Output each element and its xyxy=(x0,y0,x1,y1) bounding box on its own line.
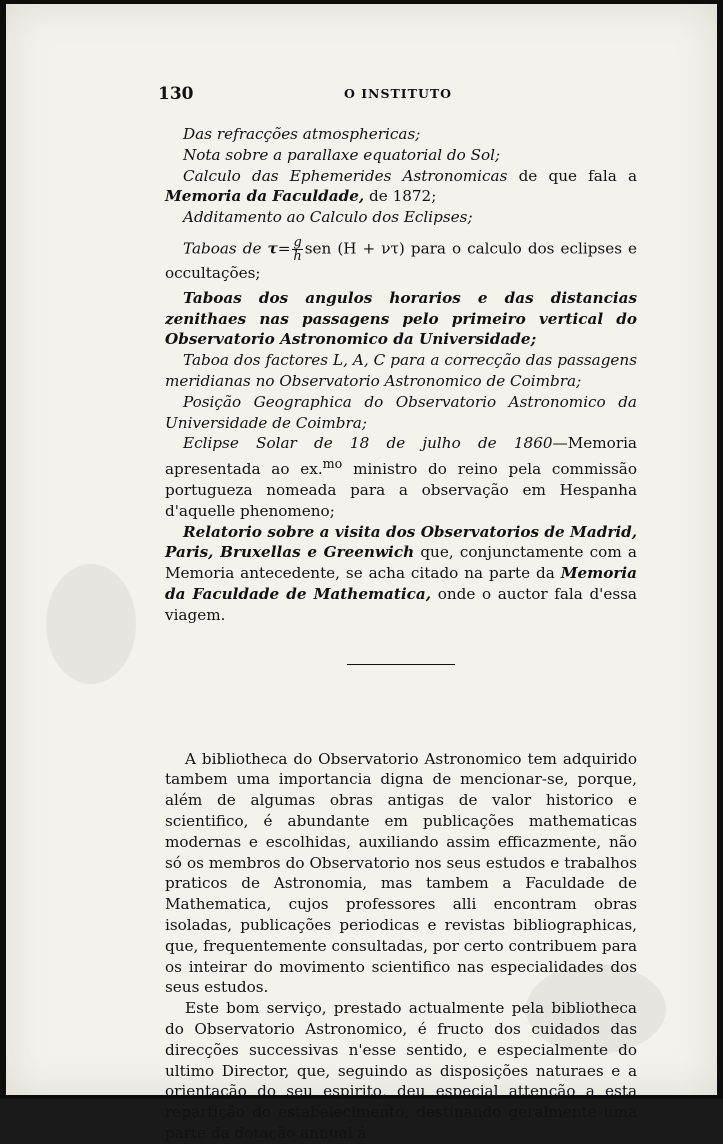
entry-title: Relatorio sobre a visita dos Observatorios de Madrid, Paris, Bruxellas e Greenwich xyxy=(165,522,637,562)
page-header xyxy=(158,84,638,106)
entry-text: que, conjunctamente com a Memoria antecedente, se acha citado na parte da xyxy=(165,543,637,583)
body-paragraph: Este bom serviço, prestado actualmente pela bibliotheca do Observatorio Astronomico, é fructo dos cuidados das direcções successivas n'esse sentido, e especialmente do ultimo Director, que, seguindo as disposições naturaes e a orientação do seu espirito, deu especial attenção a esta repartição do estabelecimento, destinando geralmente uma parte da dotação annual á xyxy=(165,999,637,1142)
running-title: O INSTITUTO xyxy=(343,86,453,101)
entry-text: Memoria apresentada ao ex. xyxy=(165,434,637,479)
list-item xyxy=(165,145,637,166)
formula-fraction xyxy=(292,236,302,263)
list-item xyxy=(165,522,637,626)
entry-title: Calculo das Ephemerides Astronomicas xyxy=(183,166,508,185)
entry-text: onde o auctor fala d'essa viagem. xyxy=(165,585,637,624)
list-item xyxy=(165,207,637,228)
list-item xyxy=(165,433,637,521)
list-item xyxy=(165,392,637,434)
entry-text: de 1872; xyxy=(364,187,437,206)
entry-title: Eclipse Solar de 18 de julho de 1860 xyxy=(183,434,553,453)
entry-text: de que fala a xyxy=(507,166,637,185)
body-paragraph: A bibliotheca do Observatorio Astronomico tem adquirido tambem uma importancia digna de mencionar-se, porque, além de algumas obras antigas de valor historico e scientifico, é abundante em publicações mathematicas modernas e escolhidas, auxiliando assim efficazmente, não só os membros do Observatorio nos seus estudos e trabalhos praticos de Astronomia, mas tambem a Faculdade de Mathematica, cujos professores alli encontram obras isoladas, publicações periodicas e revistas bibliographicas, que, frequentemente consultadas, por certo contribuem para os inteirar do movimento scientifico nas especialidades dos seus estudos. xyxy=(165,749,637,997)
entry-text: ministro do reino pela commissão portugueza nomeada para a observação em Hespanha d'aquelle phenomeno; xyxy=(165,460,638,520)
list-item xyxy=(165,124,637,145)
page-number: 130 xyxy=(158,84,194,104)
list-item xyxy=(165,350,637,392)
list-item xyxy=(165,166,637,208)
fraction-numerator: g xyxy=(293,234,302,250)
entry-title: Nota sobre a parallaxe equatorial do Sol; xyxy=(183,145,501,164)
entry-title: Memoria da Faculdade de Mathematica, xyxy=(165,564,637,603)
formula-equals: = xyxy=(277,239,291,258)
formula-expression: sen (H + ντ) xyxy=(304,239,405,258)
formula-prefix: Taboas de xyxy=(183,239,262,258)
list-item xyxy=(165,288,637,350)
spacer xyxy=(165,665,637,749)
entry-title: Additamento ao Calculo dos Eclipses; xyxy=(183,208,473,227)
entry-title: Memoria da Faculdade, xyxy=(165,187,365,206)
entry-title: Das refracções atmosphericas; xyxy=(183,125,421,143)
formula-suffix: para o calculo dos eclipses e occultações; xyxy=(165,239,637,282)
entry-title: Taboas dos angulos horarios e das distancias zenithaes nas passagens pelo primeiro vertical do Observatorio Astronomico da Universidade; xyxy=(165,288,637,349)
book-page xyxy=(6,4,717,1142)
page-body xyxy=(165,124,637,1144)
paper-stain xyxy=(46,564,136,684)
entry-superscript: mo xyxy=(322,456,343,472)
formula-entry xyxy=(165,236,637,284)
fraction-denominator: h xyxy=(293,248,302,264)
formula-tau: τ xyxy=(267,239,278,258)
entry-dash: — xyxy=(552,434,568,453)
entry-title: Taboa dos factores L, A, C para a correcção das passagens meridianas no Observatorio Astronomico de Coimbra; xyxy=(165,351,637,390)
entry-title: Posição Geographica do Observatorio Astronomico da Universidade de Coimbra; xyxy=(165,392,637,432)
